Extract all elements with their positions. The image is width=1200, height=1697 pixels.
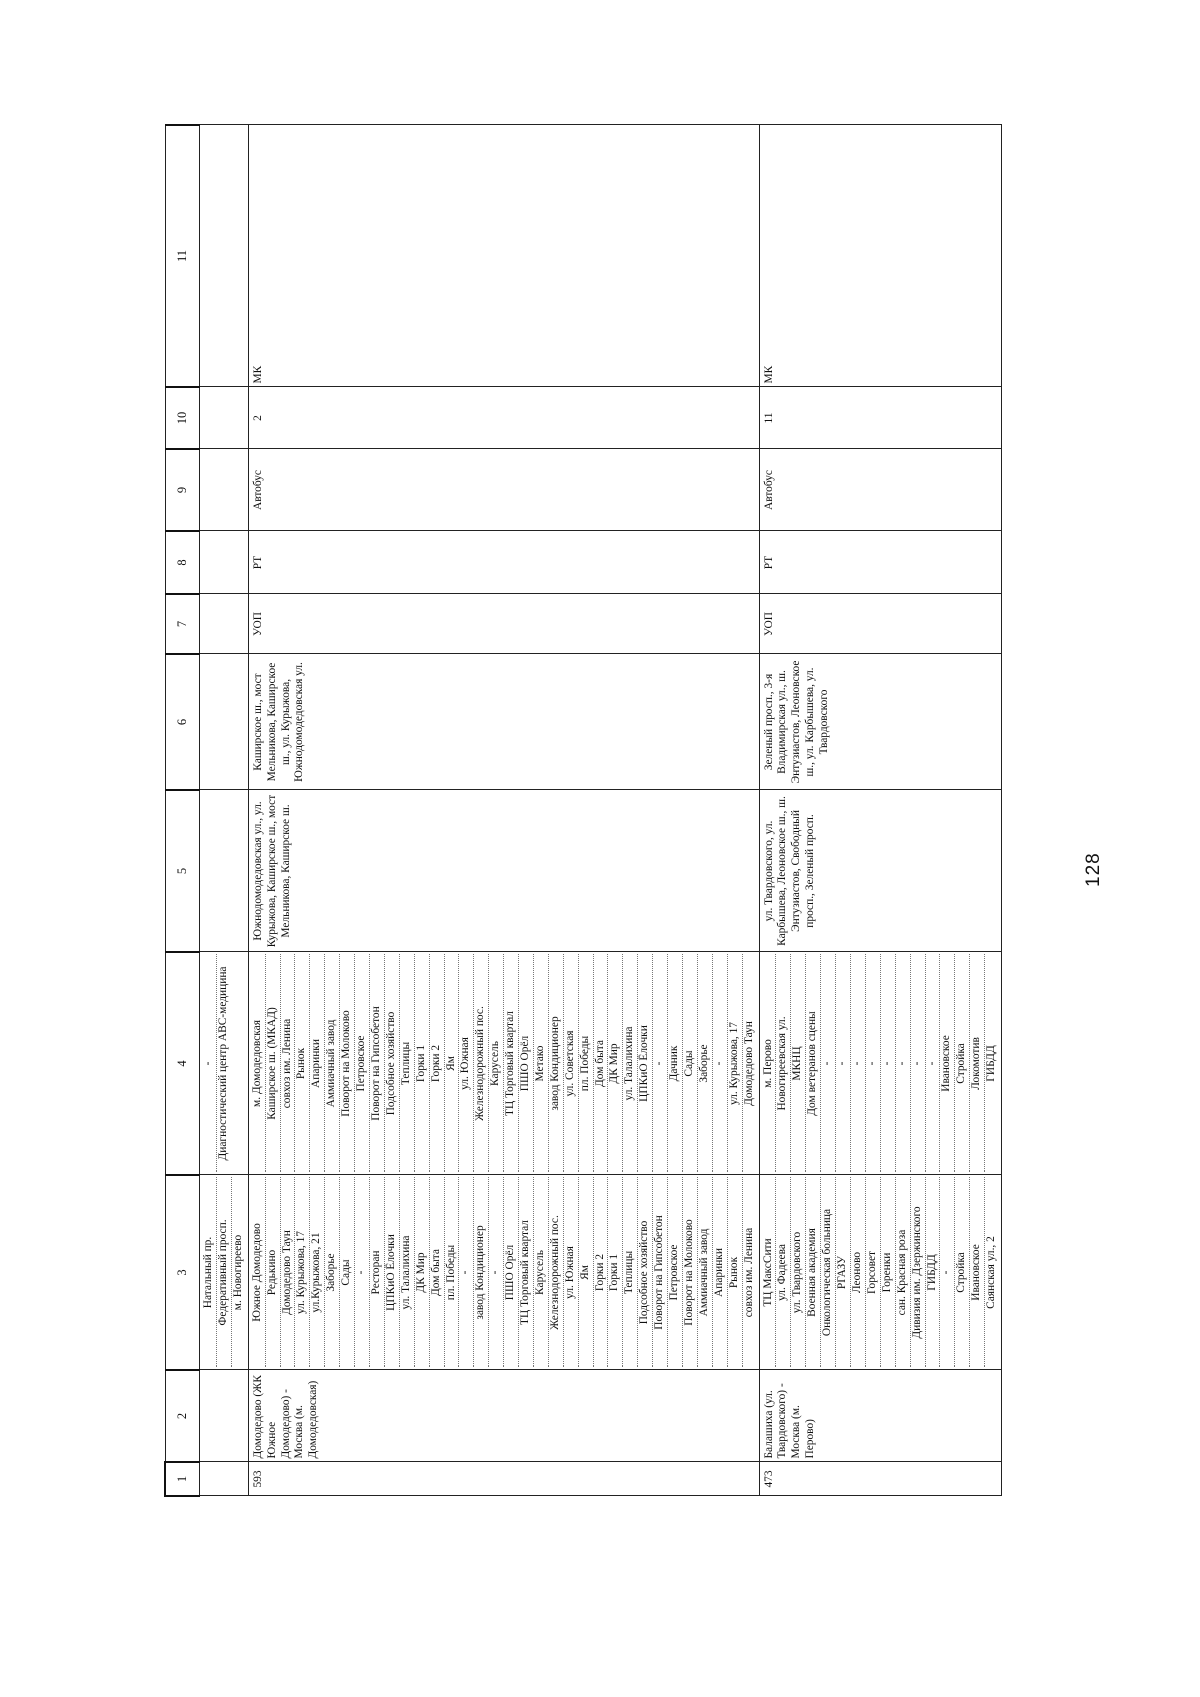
- stop-row: [519, 955, 534, 1173]
- stop-name: Горсовет: [865, 1178, 880, 1368]
- stop-name: -: [355, 1178, 370, 1368]
- stop-name: Заборье: [325, 1178, 340, 1368]
- stop-name: Аммиачный завод: [697, 1178, 712, 1368]
- stop-row: [369, 955, 384, 1173]
- stop-name: Апаринки: [712, 1178, 727, 1368]
- stop-name: ПШО Орёл: [519, 955, 534, 1173]
- stop-row: [578, 955, 593, 1173]
- stop-row: [668, 1178, 683, 1368]
- stops-backward: [759, 952, 1002, 1175]
- stop-name: -: [940, 1178, 955, 1368]
- stop-row: [940, 955, 955, 1173]
- stop-name: Поворот на Молоково: [340, 955, 355, 1173]
- stop-row: [880, 955, 895, 1173]
- stop-name: -: [850, 955, 865, 1173]
- stop-name: пл. Победы: [578, 955, 593, 1173]
- stop-name: -: [836, 955, 851, 1173]
- stop-row: [325, 955, 340, 1173]
- stop-row: [955, 1178, 970, 1368]
- stop-name: Карусель: [533, 1178, 548, 1368]
- stop-name: Заборье: [697, 955, 712, 1173]
- column-number-header: [165, 125, 200, 1496]
- col-header-2: 2: [165, 1370, 200, 1462]
- stop-name: Ивановское: [970, 1178, 985, 1368]
- stop-name: Федеративный просп.: [216, 1178, 231, 1368]
- stop-name: Рынок: [727, 1178, 742, 1368]
- stop-name: ул. Талалихина: [399, 1178, 414, 1368]
- stop-row: [742, 1178, 756, 1368]
- stop-row: [202, 955, 216, 1173]
- col-header-1: 1: [165, 1462, 200, 1496]
- stop-name: Поворот на Гипсобетон: [653, 1178, 668, 1368]
- stop-row: [727, 1178, 742, 1368]
- col-header-3: 3: [165, 1175, 200, 1370]
- route-register-table: [164, 124, 1002, 1497]
- tariff-type: РТ: [248, 531, 759, 594]
- stop-name: Поворот на Гипсобетон: [369, 955, 384, 1173]
- stop-name: Горки 2: [593, 1178, 608, 1368]
- stop-row: [280, 1178, 295, 1368]
- stop-name: ДК Мир: [414, 1178, 429, 1368]
- page-number: 128: [1083, 852, 1104, 887]
- stop-row: [821, 1178, 836, 1368]
- stop-row: [310, 1178, 325, 1368]
- stop-name: сан. Красная роза: [895, 1178, 910, 1368]
- stop-name: завод Кондиционер: [474, 1178, 489, 1368]
- stop-row: [850, 955, 865, 1173]
- stop-name: -: [653, 955, 668, 1173]
- stop-name: Сады: [340, 1178, 355, 1368]
- stop-row: [836, 955, 851, 1173]
- stop-row: [895, 1178, 910, 1368]
- stop-row: [444, 1178, 459, 1368]
- stop-name: ГИБДД: [985, 1045, 998, 1082]
- stop-row: [697, 955, 712, 1173]
- stop-row: [836, 1178, 851, 1368]
- stop-name: ЦПКиО Ёлочки: [638, 955, 653, 1173]
- stop-name: Локомотив: [970, 955, 985, 1173]
- stop-row: [697, 1178, 712, 1368]
- stop-name: ул. Южная: [563, 1178, 578, 1368]
- stop-name: Железнодорожный пос.: [548, 1178, 563, 1368]
- stop-row: [925, 1178, 940, 1368]
- stop-row: [563, 955, 578, 1173]
- stop-name: ул. Южная: [459, 955, 474, 1173]
- stop-row: [489, 1178, 504, 1368]
- stop-row: [504, 955, 519, 1173]
- stop-row: [310, 955, 325, 1173]
- stop-name: м. Домодедовская: [251, 955, 265, 1173]
- col-header-6: 6: [165, 654, 200, 790]
- stop-name: ТЦ Торговый квартал: [504, 955, 519, 1173]
- stop-name: Подсобное хозяйство: [638, 1178, 653, 1368]
- stop-name: Редькино: [265, 1178, 280, 1368]
- stop-name: Саянская ул., 2: [985, 1236, 998, 1309]
- stop-row: [251, 955, 265, 1173]
- stop-name: ул.Курыжова, 21: [310, 1178, 325, 1368]
- stop-name: завод Кондиционер: [548, 955, 563, 1173]
- streets-backward: Зеленый просп., 3-я Владимирская ул., ш. Энтузиастов, Леоновское ш., ул. Карбышева, ул. Твардовского: [759, 654, 1002, 790]
- stop-row: [821, 955, 836, 1173]
- stop-row: [325, 1178, 340, 1368]
- stop-row: [459, 955, 474, 1173]
- stop-name: ДК Мир: [608, 955, 623, 1173]
- stop-row: [280, 955, 295, 1173]
- stop-name: Подсобное хозяйство: [384, 955, 399, 1173]
- stop-row: [429, 1178, 444, 1368]
- stop-row: [563, 1178, 578, 1368]
- stop-row: [533, 1178, 548, 1368]
- stop-row: [548, 955, 563, 1173]
- stop-row: [414, 955, 429, 1173]
- stop-name: ЦПКиО Ёлочки: [384, 1178, 399, 1368]
- route-number: 473: [759, 1462, 1002, 1496]
- stop-name: ул. Советская: [563, 955, 578, 1173]
- stop-name: РГАЗУ: [836, 1178, 851, 1368]
- col-header-9: 9: [165, 449, 200, 531]
- stop-row: [940, 1178, 955, 1368]
- stop-row: [925, 955, 940, 1173]
- stop-name: Ресторан: [369, 1178, 384, 1368]
- stop-row: [265, 1178, 280, 1368]
- stop-name: Дивизия им. Дзержинского: [910, 1178, 925, 1368]
- stop-row: [791, 1178, 806, 1368]
- stops-forward: [759, 1175, 1002, 1370]
- stop-row: [355, 955, 370, 1173]
- stop-row: [865, 1178, 880, 1368]
- stop-name: Аммиачный завод: [325, 955, 340, 1173]
- stop-row: [399, 955, 414, 1173]
- stop-row: [985, 1178, 999, 1368]
- stop-row: [762, 955, 776, 1173]
- stop-name: Ям: [444, 955, 459, 1173]
- stop-row: [533, 955, 548, 1173]
- stop-name: -: [865, 955, 880, 1173]
- stop-row: [955, 955, 970, 1173]
- stop-name: Каширское ш. (МКАД): [265, 955, 280, 1173]
- stop-row: [727, 955, 742, 1173]
- stop-name: ГИБДД: [925, 1178, 940, 1368]
- stop-name: МКНЦ: [791, 955, 806, 1173]
- stop-name: -: [459, 1178, 474, 1368]
- stop-row: [384, 955, 399, 1173]
- stop-name: -: [712, 955, 727, 1173]
- stop-name: Леоново: [850, 1178, 865, 1368]
- stop-name: -: [821, 955, 836, 1173]
- prev-stops-forward: [200, 1175, 249, 1370]
- stop-row: [683, 955, 698, 1173]
- stop-name: Стройка: [955, 1178, 970, 1368]
- stop-row: [384, 1178, 399, 1368]
- vehicle-type: Автобус: [248, 449, 759, 531]
- stop-row: [504, 1178, 519, 1368]
- stop-name: ул. Твардовского: [791, 1178, 806, 1368]
- stop-name: Южное Домодедово: [251, 1178, 265, 1368]
- stop-name: -: [895, 955, 910, 1173]
- stop-row: [742, 955, 756, 1173]
- stop-row: [850, 1178, 865, 1368]
- stop-row: [880, 1178, 895, 1368]
- stop-row: [608, 1178, 623, 1368]
- col-header-8: 8: [165, 531, 200, 594]
- stop-name: Новогиреевская ул.: [776, 955, 791, 1173]
- stop-row: [806, 1178, 821, 1368]
- stop-row: [865, 955, 880, 1173]
- stop-row: [623, 955, 638, 1173]
- stop-name: Горки 1: [414, 955, 429, 1173]
- stop-row: [474, 1178, 489, 1368]
- stop-name: м. Перово: [762, 955, 776, 1173]
- stop-row: [444, 955, 459, 1173]
- stop-name: ТЦ Торговый квартал: [519, 1178, 534, 1368]
- stop-row: [668, 955, 683, 1173]
- stop-name: Дачник: [668, 955, 683, 1173]
- stop-name: -: [925, 955, 940, 1173]
- continuation-row: [200, 125, 249, 1496]
- stop-row: [340, 1178, 355, 1368]
- stop-name: пл. Победы: [444, 1178, 459, 1368]
- stop-name: Ям: [578, 1178, 593, 1368]
- col-header-7: 7: [165, 594, 200, 654]
- stop-order: УОП: [759, 594, 1002, 654]
- stop-row: [910, 955, 925, 1173]
- stop-name: Теплицы: [623, 1178, 638, 1368]
- stop-name: ул. Курыжова, 17: [727, 955, 742, 1173]
- prev-stops-backward: [200, 952, 249, 1175]
- streets-backward: Каширское ш., мост Мельникова, Каширское ш., ул. Курыжова, Южнодомодедовская ул.: [248, 654, 759, 790]
- stop-row: [231, 1178, 245, 1368]
- vehicle-count: 11: [759, 387, 1002, 449]
- stop-name: Петровское: [355, 955, 370, 1173]
- stop-name: Домодедово Таун: [742, 1021, 755, 1106]
- stop-name: Дом ветеранов сцены: [806, 955, 821, 1173]
- stop-row: [216, 955, 230, 1173]
- stop-row: [712, 1178, 727, 1368]
- stop-row: [776, 955, 791, 1173]
- stop-row: [548, 1178, 563, 1368]
- stop-name: Теплицы: [399, 955, 414, 1173]
- vehicle-type: Автобус: [759, 449, 1002, 531]
- stop-row: [340, 955, 355, 1173]
- stop-name: ТЦ МаксСити: [762, 1178, 776, 1368]
- stop-name: Поворот на Молоково: [683, 1178, 698, 1368]
- stop-name: Горенки: [880, 1178, 895, 1368]
- col-header-5: 5: [165, 790, 200, 952]
- route-row-593: [248, 125, 759, 1496]
- vehicle-class: МК: [759, 125, 1002, 387]
- stops-backward: [248, 952, 759, 1175]
- stop-row: [369, 1178, 384, 1368]
- col-header-10: 10: [165, 387, 200, 449]
- stop-row: [202, 1178, 216, 1368]
- route-row-473: [759, 125, 1002, 1496]
- stop-row: [399, 1178, 414, 1368]
- stop-name: Дом быта: [593, 955, 608, 1173]
- stop-row: [593, 1178, 608, 1368]
- stop-row: [638, 1178, 653, 1368]
- stop-name: -: [910, 955, 925, 1173]
- stop-row: [638, 955, 653, 1173]
- stop-name: совхоз им. Ленина: [280, 955, 295, 1173]
- stop-name: Диагностический центр АВС-медицина: [216, 966, 229, 1161]
- stop-name: Горки 1: [608, 1178, 623, 1368]
- stop-row: [653, 955, 668, 1173]
- stop-name: -: [489, 1178, 504, 1368]
- stop-name: ул. Курыжова, 17: [295, 1178, 310, 1368]
- stop-name: Домодедово Таун: [280, 1178, 295, 1368]
- stop-name: Карусель: [489, 955, 504, 1173]
- stop-name: Онкологическая больница: [821, 1178, 836, 1368]
- stop-row: [251, 1178, 265, 1368]
- stop-name: м. Новогиреево: [231, 1234, 244, 1311]
- col-header-4: 4: [165, 952, 200, 1175]
- stop-name: Сады: [683, 955, 698, 1173]
- tariff-type: РТ: [759, 531, 1002, 594]
- stop-row: [519, 1178, 534, 1368]
- stop-row: [895, 955, 910, 1173]
- stop-row: [970, 1178, 985, 1368]
- route-name: Балашиха (ул. Твардовского) - Москва (м. Перово): [759, 1370, 1002, 1462]
- stop-row: [489, 955, 504, 1173]
- stop-row: [216, 1178, 231, 1368]
- streets-forward: ул. Твардовского, ул. Карбышева, Леоновское ш., ш. Энтузиастов, Свободный просп., Зеленый просп.: [759, 790, 1002, 952]
- vehicle-count: 2: [248, 387, 759, 449]
- stop-row: [910, 1178, 925, 1368]
- stop-name: Горки 2: [429, 955, 444, 1173]
- stop-name: Натальный пр.: [202, 1178, 216, 1368]
- stop-row: [265, 955, 280, 1173]
- stop-name: Метако: [533, 955, 548, 1173]
- stop-row: [683, 1178, 698, 1368]
- stop-row: [414, 1178, 429, 1368]
- col-header-11: 11: [165, 125, 200, 387]
- stop-row: [295, 1178, 310, 1368]
- vehicle-class: МК: [248, 125, 759, 387]
- stop-row: [623, 1178, 638, 1368]
- stop-row: [776, 1178, 791, 1368]
- stop-row: [355, 1178, 370, 1368]
- stop-name: Железнодорожный пос.: [474, 955, 489, 1173]
- stop-order: УОП: [248, 594, 759, 654]
- stop-row: [970, 955, 985, 1173]
- stop-name: Апаринки: [310, 955, 325, 1173]
- stop-row: [295, 955, 310, 1173]
- stops-forward: [248, 1175, 759, 1370]
- stop-name: ПШО Орёл: [504, 1178, 519, 1368]
- stop-row: [593, 955, 608, 1173]
- stop-row: [791, 955, 806, 1173]
- streets-forward: Южнодомодедовская ул., ул. Курыжова, Каширское ш., мост Мельникова, Каширское ш.: [248, 790, 759, 952]
- stop-row: [985, 955, 999, 1173]
- stop-name: ул. Талалихина: [623, 955, 638, 1173]
- stop-row: [578, 1178, 593, 1368]
- stop-row: [459, 1178, 474, 1368]
- stop-name: Рынок: [295, 955, 310, 1173]
- stop-name: Ивановское: [940, 955, 955, 1173]
- stop-name: Петровское: [668, 1178, 683, 1368]
- stop-name: Дом быта: [429, 1178, 444, 1368]
- route-name: Домодедово (ЖК Южное Домодедово) - Москва (м. Домодедовская): [248, 1370, 759, 1462]
- route-number: 593: [248, 1462, 759, 1496]
- stop-row: [762, 1178, 776, 1368]
- stop-name: -: [202, 955, 216, 1173]
- stop-row: [653, 1178, 668, 1368]
- stop-row: [429, 955, 444, 1173]
- stop-row: [712, 955, 727, 1173]
- stop-name: -: [880, 955, 895, 1173]
- stop-row: [806, 955, 821, 1173]
- stop-name: Стройка: [955, 955, 970, 1173]
- stop-row: [474, 955, 489, 1173]
- stop-row: [608, 955, 623, 1173]
- stop-name: ул. Фадеева: [776, 1178, 791, 1368]
- stop-name: Военная академия: [806, 1178, 821, 1368]
- stop-name: совхоз им. Ленина: [742, 1227, 755, 1318]
